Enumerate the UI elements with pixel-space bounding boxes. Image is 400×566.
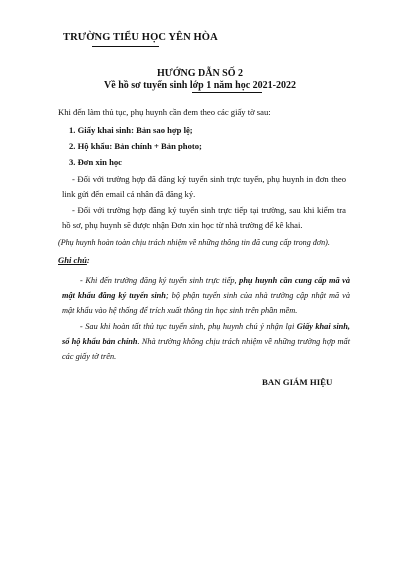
notes-label: Ghi chú: [58, 255, 87, 265]
school-name: TRƯỜNG TIỂU HỌC YÊN HÒA: [63, 32, 218, 43]
note1-text-bold: phụ huynh cần cung cấp mã và mật khẩu đăng ký tuyển sinh: [62, 276, 350, 300]
school-underline: [92, 46, 159, 47]
note2-dash: -: [80, 322, 86, 331]
responsibility-note: (Phụ huynh hoàn toàn chịu trách nhiệm về những thông tin đã cung cấp trong đơn).: [58, 238, 330, 247]
note2-text-b: Sau khi hoàn tất thủ tục tuyển sinh, phụ huynh chú ý nhận lại: [85, 322, 297, 331]
signature-block: BAN GIÁM HIỆU: [262, 377, 333, 387]
notes-heading: [58, 253, 90, 268]
document-subtitle: Về hồ sơ tuyển sinh lớp 1 năm học 2021-2022: [104, 80, 296, 91]
note2-text-bold: Giấy khai sinh, sổ hộ khẩu bản chính: [62, 322, 350, 346]
note-paragraph-1: [62, 273, 350, 318]
title-underline: [192, 92, 262, 93]
note-paragraph-2: [62, 319, 350, 364]
notes-colon: :: [86, 255, 90, 265]
list-item: 1. Giấy khai sinh: Bản sao hợp lệ;: [69, 125, 193, 135]
note2-text-d: . Nhà trường không chịu trách nhiệm về những trường hợp mất các giấy tờ trên.: [62, 337, 350, 361]
note1-text-a: - Khi đến trường đăng ký tuyển sinh trực tiếp,: [80, 276, 240, 285]
document-title: HƯỚNG DẪN SỐ 2: [156, 68, 244, 79]
list-item: 2. Hộ khẩu: Bản chính + Bản photo;: [69, 141, 202, 151]
online-registration-paragraph: - Đối với trường hợp đã đăng ký tuyển sinh trực tuyến, phụ huynh in đơn theo link gửi đến email cá nhân đã đăng ký.: [62, 174, 346, 199]
note1-text-c: ; bộ phận tuyển sinh của nhà trường cập nhật mã và mật khẩu vào hệ thống để trích xuất thông tin học sinh trên phần mềm.: [62, 291, 350, 315]
list-item: 3. Đơn xin học: [69, 157, 122, 167]
intro-text: Khi đến làm thủ tục, phụ huynh cần đem theo các giấy tờ sau:: [58, 107, 271, 117]
direct-registration-paragraph: - Đối với trường hợp đăng ký tuyển sinh trực tiếp tại trường, sau khi kiểm tra hồ sơ, phụ huynh sẽ được nhận Đơn xin học từ nhà trường để kê khai.: [62, 205, 346, 230]
